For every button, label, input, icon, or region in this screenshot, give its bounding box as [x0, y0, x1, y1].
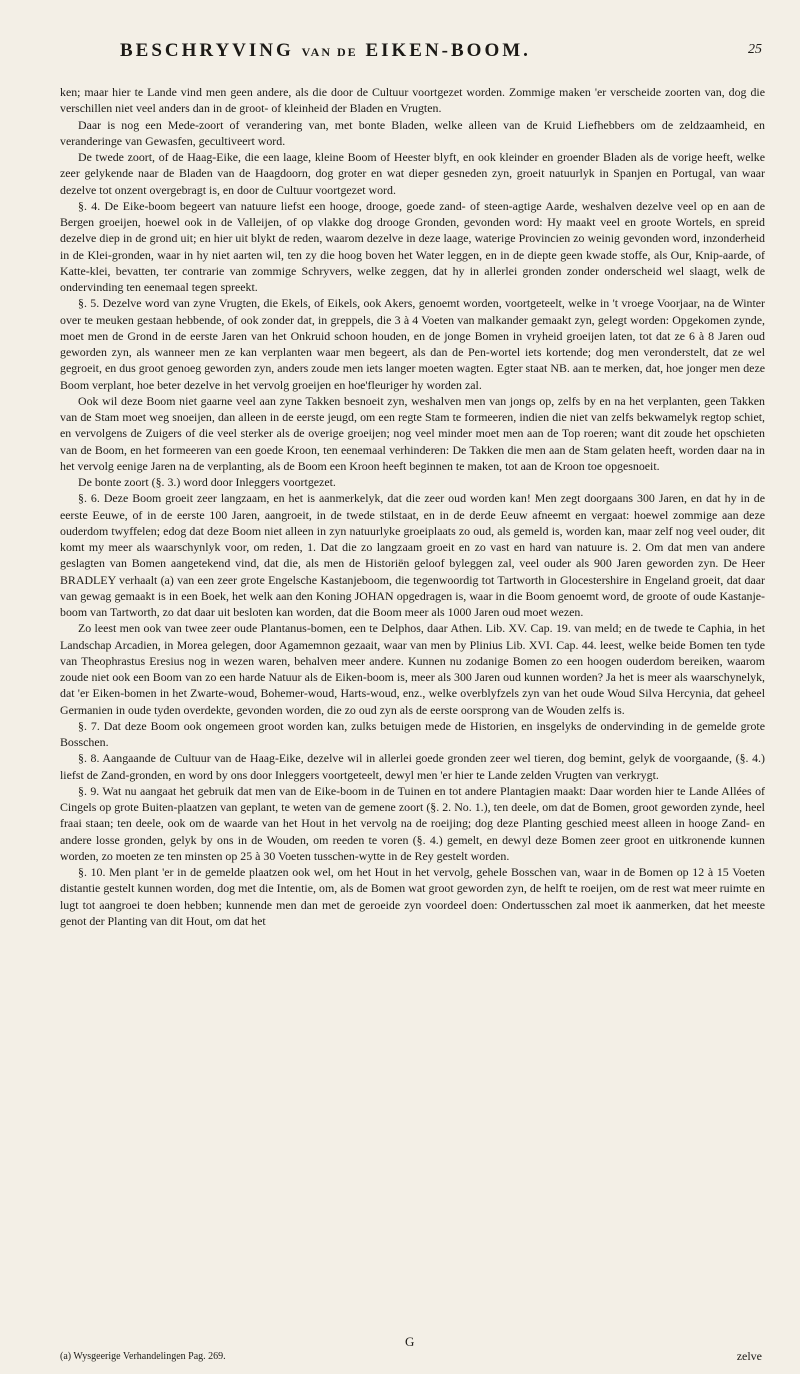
- catchword: zelve: [736, 1349, 762, 1363]
- paragraph: De twede zoort, of de Haag-Eike, die een laage, kleine Boom of Heester blyft, en ook kleinder en groender Bladen als de vorige heeft, welke zeer gelykende naar de Bladen van de Haagdoorn, dog groter en wat dieper gesneden zyn, groeit natuurlyk in Spanjen en Portugal, van waar dezelve tot onzent overgebragt is, en door de Cultuur voortgezet word.: [60, 150, 765, 197]
- body-text: [60, 84, 765, 929]
- page-header: [60, 40, 762, 70]
- paragraph: §. 8. Aangaande de Cultuur van de Haag-Eike, dezelve wil in allerlei goede gronden zeer wel tieren, dog bemint, gelyk de voorgaande, (§. 4.) liefst de Zand-gronden, en word by ons door Inleggers voortgeteelt, dewyl men 'er hier te Lande zelden Vrugten van verkrygt.: [60, 751, 765, 782]
- running-head-word1: BESCHRYVING: [120, 40, 294, 61]
- paragraph: §. 6. Deze Boom groeit zeer langzaam, en het is aanmerkelyk, dat die zeer oud worden kan! Men zegt doorgaans 300 Jaren, en dat hy in de eerste Eeuwe, of in de eerste 100 Jaren, aangroeit, in de twede stilstaat, en in de derde Eeuw afneemt en vergaat: hoewel zommige aan deze ouderdom twyffelen; edog dat deze Boom niet alleen in zyn natuurlyke groeiplaats zo oud, als gemeld is, worden kan, maar zelf nog veel ouder, dit komt my meer als waarschynlyk voor, om reden, 1. Dat die zo langzaam groeit en zo vast en hard van natuure is. 2. Om dat men van andere geslagten van Bomen aangetekend vind, dat die, als men de Historiën geloof byleggen zal, veel ouder als 900 Jaren geworden zyn. De Heer BRADLEY verhaalt (a) van een zeer grote Engelsche Kastanjeboom, die tegenwoordig tot Tartworth in Glocestershire in Engeland groeit, dat daar van gewag gemaakt is in een Boek, het welk aan den Koning JOHAN opgedragen is, waar in die Boom genoemt word, de groote of oude Kastanje-boom van Tartworth, zo dat daar uit besloten kan worden, dat die Boom meer als 1000 Jaren oud moet wezen.: [60, 491, 765, 619]
- signature-mark: G: [405, 1334, 415, 1349]
- paragraph: ken; maar hier te Lande vind men geen andere, als die door de Cultuur voortgezet worden. Zommige maken 'er verscheide zoorten van, dog die verschillen niet veel anders dan in de groot- of kleinheid der Bladen en Vrugten.: [60, 85, 765, 116]
- running-head-word2: VAN DE: [301, 45, 358, 59]
- running-head-word3: EIKEN-BOOM.: [365, 40, 531, 61]
- paragraph: De bonte zoort (§. 3.) word door Inleggers voortgezet.: [78, 475, 336, 489]
- paragraph: §. 9. Wat nu aangaat het gebruik dat men van de Eike-boom in de Tuinen en tot andere Plantagien maakt: Daar worden hier te Lande Allées of Cingels op grote Buiten-plaatzen van geplant, te weten van de gemene zoort (§. 2. No. 1.), ten deele, om dat de Bomen, groot geworden zynde, heel fraai staan; ten deele, ook om de waarde van het Hout in het vervolg na de roeijing; dog deze Planting geschied meest alleen in hooge Zand- en andere losse gronden, gelyk by ons in de Wouden, om reeden te voren (§. 4.) gemelt, en dewyl deze Bomen zeer groot en uitkronende kunnen worden, zo moeten ze ten minsten op 25 à 30 Voeten tusschen-wytte in de Rey gestelt worden.: [60, 783, 765, 863]
- paragraph: §. 5. Dezelve word van zyne Vrugten, die Ekels, of Eikels, ook Akers, genoemt worden, voortgeteelt, welke in 't vroege Voorjaar, na de Winter over te meuken gestaan hebbende, of ook zonder dat, in greppels, die 3 à 4 Voeten van malkander gemaakt zyn, gelegt worden: Opgekomen zynde, moet men de Grond in de eerste Jaren van het Onkruid schoon houden, en de jonge Bomen in vryheid groeijen laten, tot dat ze 6 à 8 Jaren oud geworden zyn, als wanneer men ze kan verplanten waar men begeert, als dan de Pen-wortel iets kortende; dog men veronderstelt, dat ze wel gegroeit, en dus groot genoeg geworden zyn, anders zoude men iets langer moeten wagten. Egter staat NB. aan te merken, dat, hoe jonger men deze Boom verplant, hoe beter dezelve in het vervolg groeijen en hoe'fleuriger hy worden zal.: [60, 296, 765, 392]
- running-head: [120, 40, 531, 62]
- page-number: 25: [748, 42, 762, 57]
- footnote: (a) Wysgeerige Verhandelingen Pag. 269.: [60, 1351, 226, 1362]
- paragraph: Ook wil deze Boom niet gaarne veel aan zyne Takken besnoeit zyn, weshalven men van jongs op, zelfs by en na het verplanten, geen Takken van de Stam moet weg snoeijen, dan alleen in de eerste jeugd, om een regte Stam te formeeren, indien die niet van zelfs bekwamelyk regtop schiet, en vervolgens de Zuigers of die veel sterker als de overige groeijen; nog veel minder moet men aan de Top roeren; want dit zoude het opschieten van de Boom, en het formeeren van een goede Kroon, ten eenemaal verhinderen: De Takken die men aan de Stam gelaten heeft, worden daar na in het vervolg eenige Jaren na de verplanting, als de Boom een Kroon heeft beginnen te maken, tot aan de Kroon toe opgesnoeit.: [60, 393, 765, 473]
- paragraph: §. 7. Dat deze Boom ook ongemeen groot worden kan, zulks betuigen mede de Historien, en insgelyks de ondervinding in de gemelde grote Bosschen.: [60, 718, 765, 749]
- paragraph: §. 4. De Eike-boom begeert van natuure liefst een hooge, drooge, goede zand- of steen-agtige Aarde, weshalven dezelve veel op en aan de Bergen groeijen, hoewel ook in de Valleijen, of op vlakke dog drooge Gronden, gevonden word: Hy maakt veel en groote Wortels, en spreid dezelve diep in de grond uit; en hier uit blykt de reden, waarom dezelve in deze laage, waterige Provincien zo weinig gevonden word, inzonderheid in de Klei-gronden, waar in hy niet aarten wil, ten zy die hoog boven het Water leggen, en in de diepte geen kwade stoffe, als Our, Knip-aarde, of Katte-klei, bevatten, ter contrarie van zommige Schryvers, welke zeggen, dat hy in allerlei gronden zonder onderscheid wel slaagt, welk de ondervinding ten eenemaal tegen spreekt.: [60, 198, 765, 294]
- paragraph: §. 10. Men plant 'er in de gemelde plaatzen ook wel, om het Hout in het vervolg, gehele Bosschen van, waar in de Bomen op 12 à 15 Voeten distantie gestelt kunnen worden, dog met die Intentie, om, als de Bomen wat groot geworden zyn, de helft te roeijen, om de rest wat meer ruimte en lugt tot aangroei te doen hebben; kunnende men dan met de geroeide zyn voordeel doen: Ondertusschen zal moet ik aanmerken, dat het meeste genot der Planting van dit Hout, om dat het: [60, 865, 765, 928]
- paragraph: Zo leest men ook van twee zeer oude Plantanus-bomen, een te Delphos, daar Athen. Lib. XV. Cap. 19. van meld; en de twede te Caphia, in het Landschap Arcadien, in Morea gelegen, door Agamemnon gezaait, waar van men by Plinius Lib. XVI. Cap. 44. leest, welke beide Bomen ten tyde van Theophrastus Eresius nog in wezen waren, behalven meer andere. Kunnen nu zodanige Bomen zo een hoogen ouderdom bereiken, waarom zoude niet ook een Boom van zo een harde Natuur als de Eiken-boom is, meer als 300 Jaren oud kunnen worden? Ja het is meer als waarschynelyk, dat 'er Eiken-bomen in het Zwarte-woud, Bohemer-woud, Harts-woud, enz., welke overblyfzels zyn van het oude Woud Silva Hercynia, dat geheel Germanien in oude tyden overdekte, gevonden worden, die zo oud zyn als de eerste oorsprong van de Wouden zelfs is.: [60, 621, 765, 717]
- paragraph: Daar is nog een Mede-zoort of verandering van, met bonte Bladen, welke alleen van de Kruid Liefhebbers om de zeldzaamheid, en veranderinge van Gewasfen, gecultiveert word.: [60, 117, 765, 148]
